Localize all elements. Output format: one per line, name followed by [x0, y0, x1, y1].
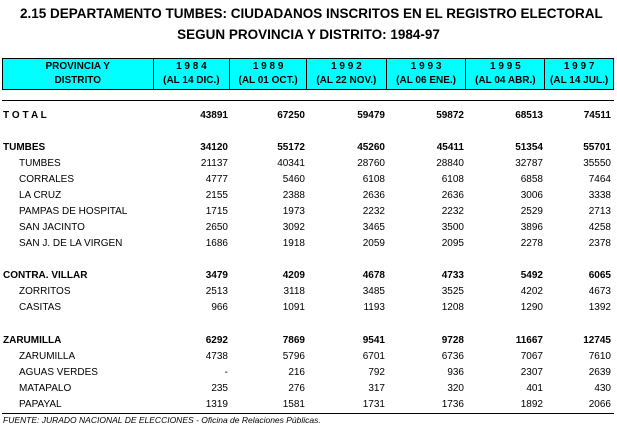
row-label: AGUAS VERDES: [19, 367, 98, 378]
row-value: 4673: [588, 286, 611, 297]
table-row: [0, 108, 617, 124]
row-value: 59479: [357, 110, 385, 121]
row-value: 2232: [362, 206, 385, 217]
row-value: 34120: [200, 142, 228, 153]
row-value: 7464: [588, 174, 611, 185]
row-value: 3896: [520, 222, 543, 233]
row-label: TUMBES: [3, 142, 46, 153]
row-value: 7610: [588, 351, 611, 362]
header-province: [3, 59, 154, 89]
row-value: 21137: [200, 158, 228, 169]
row-value: 2232: [441, 206, 464, 217]
row-value: 51354: [515, 142, 543, 153]
row-value: 1290: [520, 302, 543, 313]
row-value: 2529: [520, 206, 543, 217]
header-date: (AL 14 DIC.): [163, 75, 220, 86]
row-value: 3092: [282, 222, 305, 233]
row-value: 1731: [362, 399, 385, 410]
row-label: TUMBES: [19, 158, 61, 169]
row-value: 6065: [588, 270, 611, 281]
row-label: ZARUMILLA: [19, 351, 76, 362]
row-value: 936: [447, 367, 464, 378]
row-value: 2066: [588, 399, 611, 410]
row-value: 1973: [282, 206, 305, 217]
row-value: 45411: [436, 142, 464, 153]
row-label: PAPAYAL: [19, 399, 62, 410]
header-year: 1 9 8 9: [252, 61, 284, 72]
row-value: 55172: [277, 142, 305, 153]
row-value: 3338: [588, 190, 611, 201]
header-date: (AL 22 NOV.): [316, 75, 377, 86]
header-divider: [2, 100, 614, 101]
row-value: 45260: [357, 142, 385, 153]
row-value: 4733: [441, 270, 464, 281]
header-year-1997: [545, 59, 613, 89]
row-value: 1208: [441, 302, 464, 313]
table-row: [0, 397, 617, 413]
row-value: 12745: [583, 335, 611, 346]
table-subtitle: SEGUN PROVINCIA Y DISTRITO: 1984-97: [177, 27, 440, 42]
header-province-line1: PROVINCIA Y: [45, 61, 110, 72]
table-row: [0, 284, 617, 300]
row-value: 1715: [205, 206, 228, 217]
row-value: 5492: [520, 270, 543, 281]
row-value: 276: [288, 383, 305, 394]
table-row: [0, 349, 617, 365]
row-value: 2636: [362, 190, 385, 201]
table-header: [2, 58, 614, 90]
row-value: 1193: [363, 302, 385, 313]
row-value: 59872: [436, 110, 464, 121]
row-value: 1892: [520, 399, 543, 410]
row-value: 320: [447, 383, 464, 394]
row-label: MATAPALO: [19, 383, 72, 394]
row-value: 3500: [441, 222, 464, 233]
row-value: 40341: [277, 158, 305, 169]
row-value: 235: [211, 383, 228, 394]
row-value: 1918: [282, 238, 305, 249]
row-value: 4738: [205, 351, 228, 362]
table-row: [0, 365, 617, 381]
row-label: CORRALES: [19, 174, 75, 185]
row-value: 28760: [357, 158, 385, 169]
header-year-1989: [230, 59, 307, 89]
header-year: 1 9 9 3: [410, 61, 442, 72]
row-value: 2307: [520, 367, 543, 378]
header-year: 1 9 9 2: [331, 61, 362, 72]
row-value: 6292: [205, 335, 228, 346]
row-value: 2650: [205, 222, 228, 233]
row-value: 6858: [520, 174, 543, 185]
header-date: (AL 14 JUL.): [550, 75, 609, 86]
row-value: 43891: [200, 110, 228, 121]
row-value: 35550: [583, 158, 611, 169]
row-value: 2278: [520, 238, 543, 249]
row-value: 5796: [282, 351, 305, 362]
table-row: [0, 268, 617, 284]
row-label: ZARUMILLA: [3, 335, 62, 346]
row-value: 6108: [362, 174, 385, 185]
row-value: 9728: [441, 335, 464, 346]
table-row: [0, 140, 617, 156]
row-value: -: [224, 367, 228, 378]
row-value: 1091: [282, 302, 305, 313]
row-value: 2059: [362, 238, 385, 249]
header-year-1995: [466, 59, 545, 89]
row-value: 4777: [205, 174, 228, 185]
row-value: 67250: [277, 110, 305, 121]
row-value: 4209: [282, 270, 305, 281]
row-label: SAN JACINTO: [19, 222, 85, 233]
row-value: 1736: [441, 399, 464, 410]
row-label: PAMPAS DE HOSPITAL: [19, 206, 128, 217]
row-value: 3465: [362, 222, 385, 233]
row-value: 1581: [282, 399, 305, 410]
footer-divider: [2, 413, 614, 414]
row-value: 7869: [282, 335, 305, 346]
row-value: 4678: [362, 270, 385, 281]
header-year: 1 9 8 4: [176, 61, 207, 72]
row-value: 6701: [362, 351, 385, 362]
row-value: 2513: [205, 286, 228, 297]
row-value: 6108: [441, 174, 464, 185]
row-value: 3485: [362, 286, 385, 297]
row-value: 1392: [588, 302, 611, 313]
row-label: ZORRITOS: [19, 286, 71, 297]
table-row: [0, 172, 617, 188]
row-value: 2636: [441, 190, 464, 201]
table-row: [0, 333, 617, 349]
table-row: [0, 236, 617, 252]
row-label: CASITAS: [19, 302, 62, 313]
row-value: 6736: [441, 351, 464, 362]
row-value: 68513: [515, 110, 543, 121]
row-value: 5460: [282, 174, 305, 185]
row-value: 317: [368, 383, 385, 394]
row-label: LA CRUZ: [19, 190, 62, 201]
header-date: (AL 06 ENE.): [396, 75, 457, 86]
row-value: 2388: [282, 190, 305, 201]
row-value: 2378: [588, 238, 611, 249]
row-value: 3479: [205, 270, 228, 281]
row-label: T O T A L: [3, 110, 47, 121]
table-row: [0, 381, 617, 397]
row-value: 11667: [515, 335, 543, 346]
table-title: 2.15 DEPARTAMENTO TUMBES: CIUDADANOS INSCRITOS EN EL REGISTRO ELECTORAL: [20, 6, 603, 21]
row-value: 2095: [441, 238, 464, 249]
row-value: 4258: [588, 222, 611, 233]
row-label: SAN J. DE LA VIRGEN: [19, 238, 123, 249]
row-value: 9541: [362, 335, 385, 346]
row-value: 3006: [520, 190, 543, 201]
row-value: 1319: [205, 399, 228, 410]
table-row: [0, 204, 617, 220]
row-value: 55701: [583, 142, 611, 153]
header-province-line2: DISTRITO: [54, 75, 101, 86]
header-date: (AL 01 OCT.): [238, 75, 298, 86]
source-footnote: FUENTE: JURADO NACIONAL DE ELECCIONES - Oficina de Relaciones Públicas.: [3, 415, 321, 425]
row-value: 32787: [515, 158, 543, 169]
header-date: (AL 04 ABR.): [475, 75, 536, 86]
row-value: 74511: [583, 110, 611, 121]
row-value: 792: [368, 367, 385, 378]
row-value: 4202: [520, 286, 543, 297]
row-value: 7067: [520, 351, 543, 362]
header-year-1992: [307, 59, 387, 89]
row-value: 216: [288, 367, 305, 378]
header-year-1993: [387, 59, 467, 89]
row-value: 1686: [205, 238, 228, 249]
header-year-1984: [154, 59, 231, 89]
table-row: [0, 156, 617, 172]
table-row: [0, 300, 617, 316]
row-value: 3118: [283, 286, 305, 297]
row-value: 2639: [588, 367, 611, 378]
row-value: 966: [211, 302, 228, 313]
row-value: 2713: [588, 206, 611, 217]
header-year: 1 9 9 5: [490, 61, 521, 72]
row-value: 430: [594, 383, 611, 394]
header-year: 1 9 9 7: [563, 61, 595, 72]
row-label: CONTRA. VILLAR: [3, 270, 88, 281]
row-value: 3525: [441, 286, 464, 297]
table-row: [0, 220, 617, 236]
row-value: 2155: [205, 190, 228, 201]
row-value: 28840: [436, 158, 464, 169]
row-value: 401: [526, 383, 543, 394]
table-row: [0, 188, 617, 204]
